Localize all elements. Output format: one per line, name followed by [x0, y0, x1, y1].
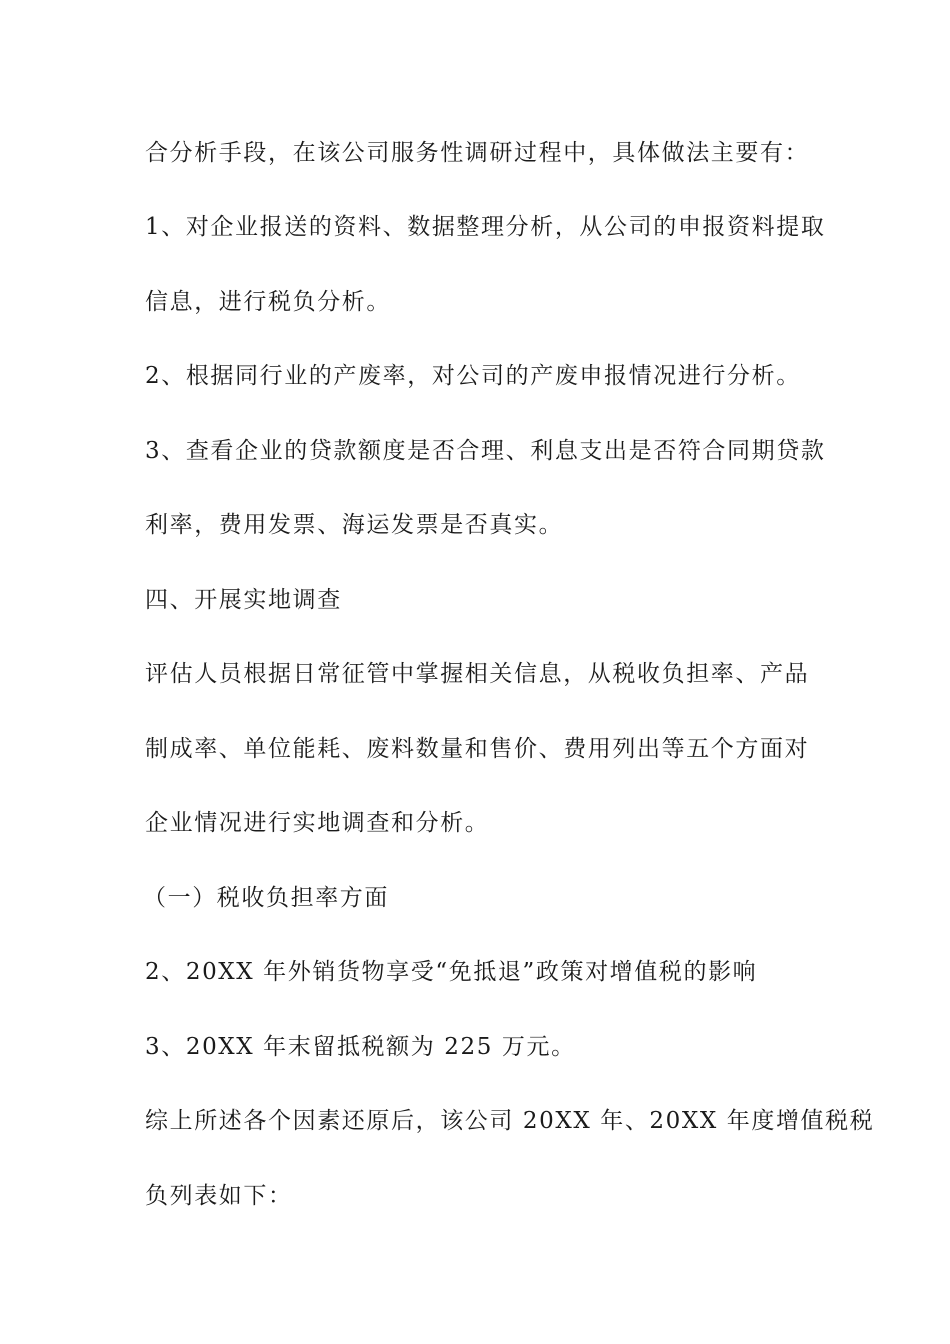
- list-item-3-line-1: 3、查看企业的贷款额度是否合理、利息支出是否符合同期贷款: [145, 438, 826, 464]
- paragraph-line: 负列表如下：: [145, 1183, 293, 1209]
- list-item-2: 2、根据同行业的产废率，对公司的产废申报情况进行分析。: [145, 363, 801, 389]
- paragraph-line: 制成率、单位能耗、废料数量和售价、费用列出等五个方面对: [145, 736, 810, 762]
- list-item: 3、20XX 年末留抵税额为 225 万元。: [145, 1034, 576, 1060]
- paragraph-line: 企业情况进行实地调查和分析。: [145, 810, 490, 836]
- list-item-1-line-1: 1、对企业报送的资料、数据整理分析，从公司的申报资料提取: [145, 214, 826, 240]
- paragraph-line: 评估人员根据日常征管中掌握相关信息，从税收负担率、产品: [145, 661, 810, 687]
- subsection-heading: （一）税收负担率方面: [143, 885, 389, 911]
- paragraph-line: 合分析手段，在该公司服务性调研过程中，具体做法主要有：: [145, 140, 810, 166]
- list-item: 2、20XX 年外销货物享受“免抵退”政策对增值税的影响: [145, 959, 758, 985]
- list-item-1-line-2: 信息，进行税负分析。: [145, 289, 391, 315]
- paragraph-line: 综上所述各个因素还原后，该公司 20XX 年、20XX 年度增值税税: [145, 1108, 875, 1134]
- list-item-3-line-2: 利率，费用发票、海运发票是否真实。: [145, 512, 564, 538]
- section-heading: 四、开展实地调查: [145, 587, 342, 613]
